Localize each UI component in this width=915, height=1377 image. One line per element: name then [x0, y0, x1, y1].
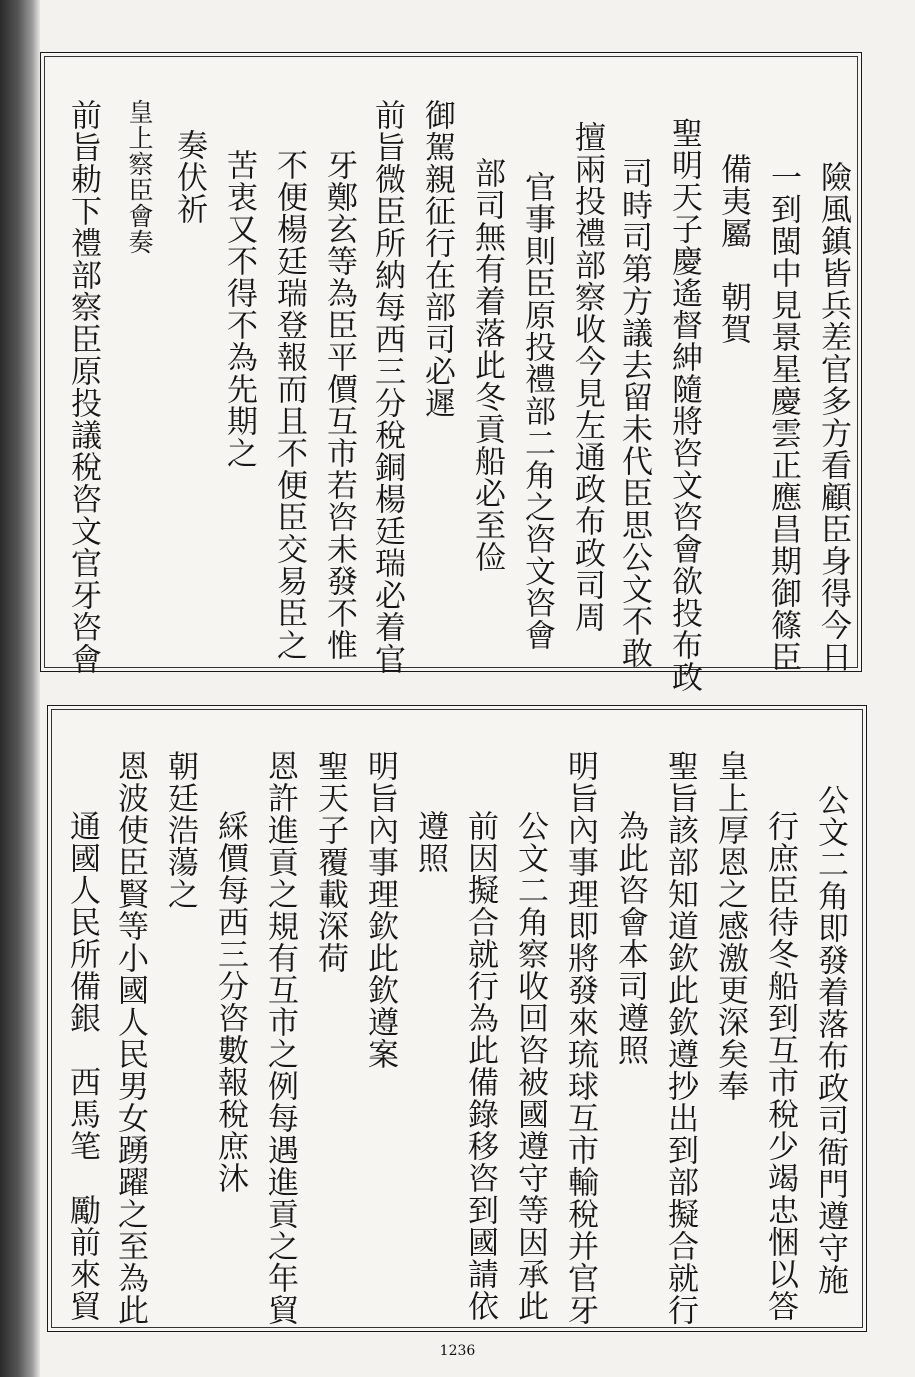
- text-column: 通國人民所備銀 西馬笔 勵前來貿: [64, 810, 100, 1322]
- text-column: 不便楊廷瑞登報而且不便臣交易臣之: [271, 149, 307, 661]
- text-column: 皇上察臣會奏: [125, 99, 154, 255]
- text-column: 為此咨會本司遵照: [612, 810, 648, 1066]
- text-column: 朝廷浩蕩之: [162, 750, 198, 910]
- text-column: 部司無有着落此冬貢船必至俭: [469, 157, 505, 573]
- top-manuscript-panel: [40, 52, 862, 693]
- text-column: 險風鎮皆兵差官多方看顧臣身得今日: [815, 161, 851, 673]
- text-column: 備夷屬 朝賀: [715, 153, 751, 345]
- page-number: 1236: [439, 1343, 476, 1359]
- text-column: 聖明天子慶遙督紳隨將咨文咨會欲投布政: [666, 117, 702, 693]
- text-column: 綵價每西三分咨數報稅庶沐: [212, 810, 248, 1194]
- text-column: 前旨微臣所納每西三分稅銅楊廷瑞必着官: [369, 99, 405, 675]
- text-column: 前因擬合就行為此備錄移咨到國請依: [462, 810, 498, 1322]
- text-column: 行庶臣待冬船到互市稅少竭忠悃以答: [762, 810, 798, 1322]
- text-column: 御駕親征行在部司必遲: [419, 99, 455, 419]
- text-column: 恩許進貢之規有互市之例每遇進貢之年貿: [262, 750, 298, 1326]
- text-column: 苦衷又不得不為先期之: [221, 149, 257, 469]
- text-column: 聖旨該部知道欽此欽遵抄出到部擬合就行: [662, 750, 698, 1326]
- text-column: 公文二角即發着落布政司衙門遵守施: [812, 784, 848, 1296]
- text-column: 牙鄭玄等為臣平價互市若咨未發不惟: [321, 149, 357, 661]
- text-column: 公文二角察收回咨被國遵守等因承此: [512, 810, 548, 1322]
- book-binding-shadow: [0, 0, 40, 1377]
- text-column: 官事則臣原投禮部二角之咨文咨會: [519, 171, 555, 651]
- text-column: 皇上厚恩之感激更深矣奉: [712, 750, 748, 1102]
- text-column: 前旨勅下禮部察臣原投議稅咨文官牙咨會: [65, 99, 101, 675]
- text-column: 奏伏祈: [171, 129, 207, 225]
- text-column: 遵照: [412, 810, 448, 874]
- text-column: 聖天子覆載深荷: [312, 750, 348, 974]
- text-column: 明旨內事理即將發來琉球互市輸稅并官牙: [562, 750, 598, 1326]
- text-column: 明旨內事理欽此欽遵案: [362, 750, 398, 1070]
- bottom-manuscript-panel: [47, 705, 867, 1332]
- text-column: 一到閩中見景星慶雲正應昌期御篠臣: [765, 161, 801, 673]
- text-column: 擅兩投禮部察收今見左通政布政司周: [569, 121, 605, 633]
- text-column: 司時司第方議去留未代臣思公文不敢: [616, 157, 652, 669]
- text-column: 恩波使臣賢等小國人民男女踴躍之至為此: [112, 750, 148, 1326]
